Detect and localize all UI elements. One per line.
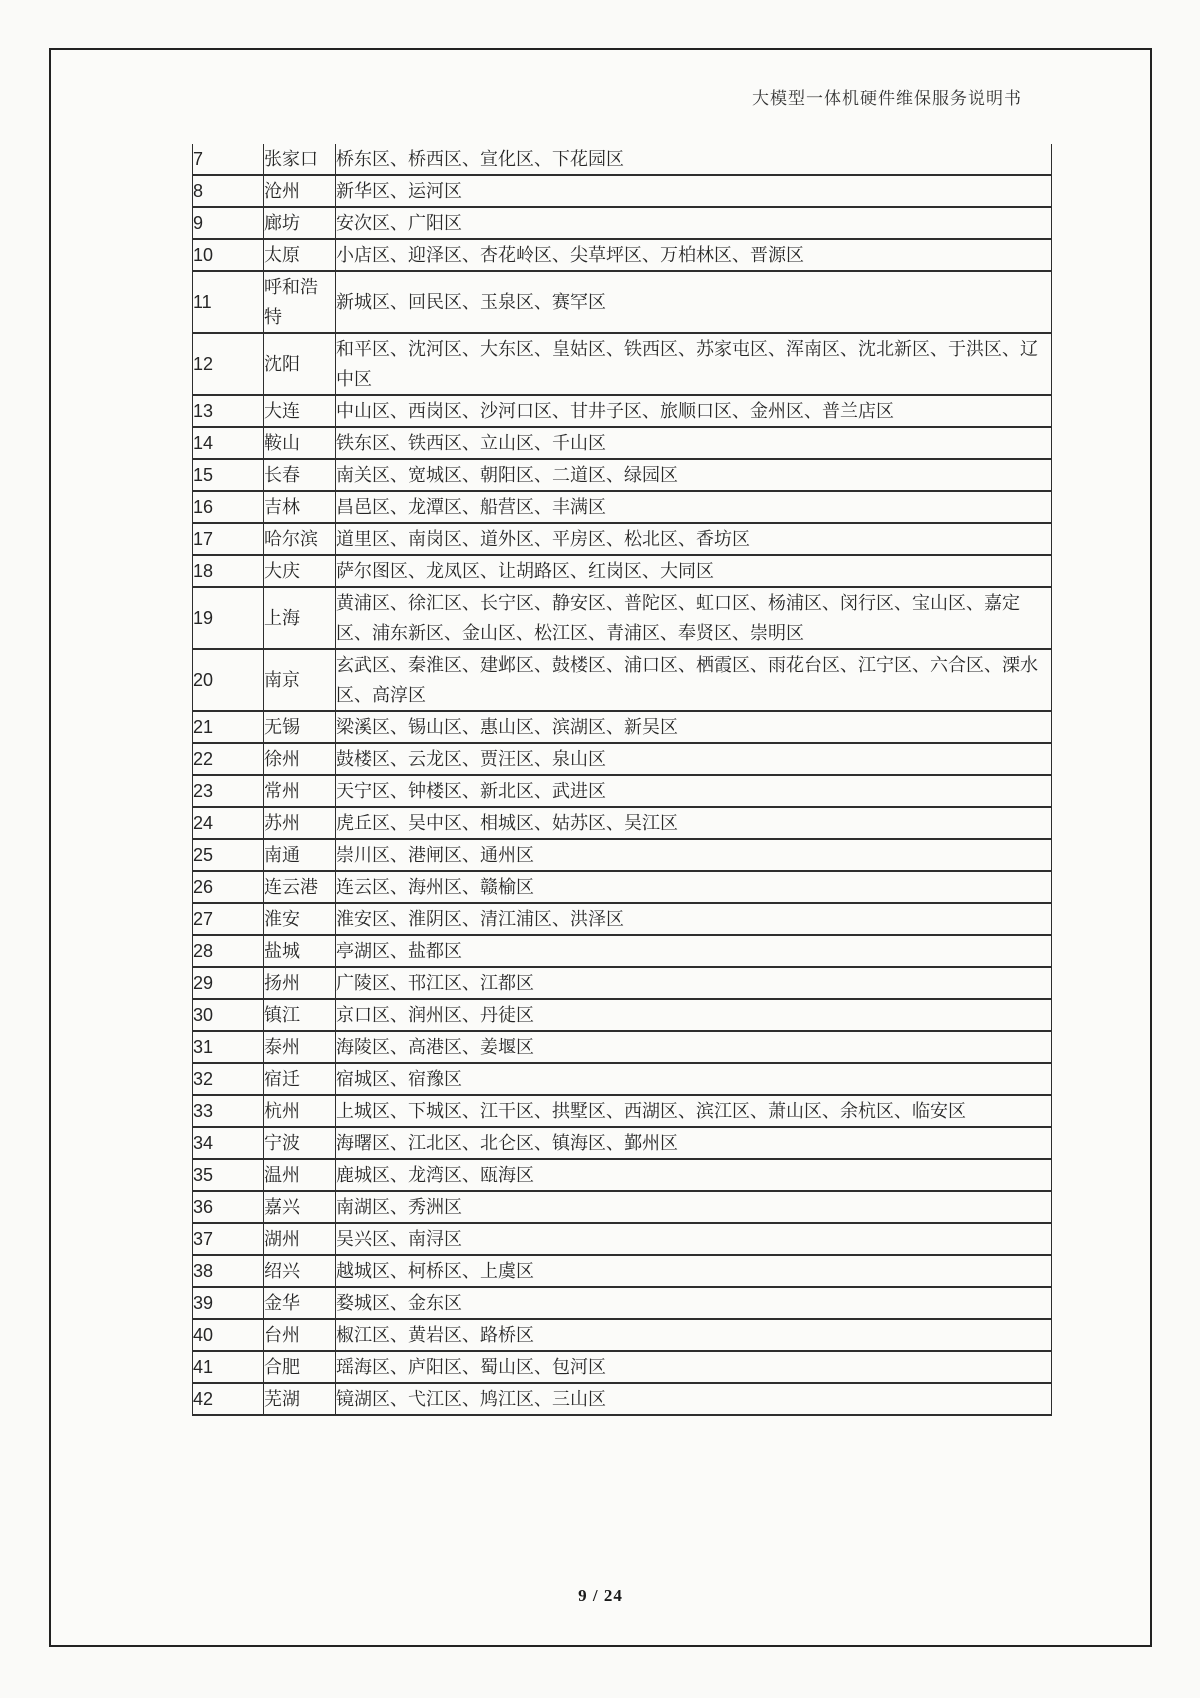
table-row — [193, 1031, 1052, 1063]
districts-cell: 鹿城区、龙湾区、瓯海区 — [336, 1159, 1052, 1191]
districts-cell: 黄浦区、徐汇区、长宁区、静安区、普陀区、虹口区、杨浦区、闵行区、宝山区、嘉定区、浦东新区、金山区、松江区、青浦区、奉贤区、崇明区 — [336, 587, 1052, 649]
city-district-table — [192, 144, 1052, 1416]
row-number-cell: 9 — [193, 207, 264, 239]
districts-cell: 崇川区、港闸区、通州区 — [336, 839, 1052, 871]
city-cell: 哈尔滨 — [264, 523, 336, 555]
districts-cell: 虎丘区、吴中区、相城区、姑苏区、吴江区 — [336, 807, 1052, 839]
row-number-cell: 7 — [193, 144, 264, 175]
districts-cell: 海陵区、高港区、姜堰区 — [336, 1031, 1052, 1063]
row-number-cell: 41 — [193, 1351, 264, 1383]
districts-cell: 上城区、下城区、江干区、拱墅区、西湖区、滨江区、萧山区、余杭区、临安区 — [336, 1095, 1052, 1127]
row-number-cell: 23 — [193, 775, 264, 807]
table-row — [193, 711, 1052, 743]
row-number-cell: 17 — [193, 523, 264, 555]
districts-cell: 中山区、西岗区、沙河口区、甘井子区、旅顺口区、金州区、普兰店区 — [336, 395, 1052, 427]
districts-cell: 桥东区、桥西区、宣化区、下花园区 — [336, 144, 1052, 175]
city-cell: 徐州 — [264, 743, 336, 775]
table-row — [193, 523, 1052, 555]
table-row — [193, 1063, 1052, 1095]
city-cell: 绍兴 — [264, 1255, 336, 1287]
row-number-cell: 20 — [193, 649, 264, 711]
city-cell: 大连 — [264, 395, 336, 427]
row-number-cell: 42 — [193, 1383, 264, 1415]
table-row — [193, 333, 1052, 395]
row-number-cell: 14 — [193, 427, 264, 459]
districts-cell: 天宁区、钟楼区、新北区、武进区 — [336, 775, 1052, 807]
row-number-cell: 15 — [193, 459, 264, 491]
row-number-cell: 29 — [193, 967, 264, 999]
table-row — [193, 1383, 1052, 1415]
table-row — [193, 743, 1052, 775]
city-cell: 苏州 — [264, 807, 336, 839]
table-row — [193, 967, 1052, 999]
districts-cell: 南关区、宽城区、朝阳区、二道区、绿园区 — [336, 459, 1052, 491]
districts-cell: 瑶海区、庐阳区、蜀山区、包河区 — [336, 1351, 1052, 1383]
row-number-cell: 24 — [193, 807, 264, 839]
city-cell: 呼和浩特 — [264, 271, 336, 333]
table-row — [193, 175, 1052, 207]
row-number-cell: 36 — [193, 1191, 264, 1223]
districts-cell: 道里区、南岗区、道外区、平房区、松北区、香坊区 — [336, 523, 1052, 555]
city-cell: 台州 — [264, 1319, 336, 1351]
city-cell: 杭州 — [264, 1095, 336, 1127]
districts-cell: 宿城区、宿豫区 — [336, 1063, 1052, 1095]
table-row — [193, 1095, 1052, 1127]
districts-cell: 玄武区、秦淮区、建邺区、鼓楼区、浦口区、栖霞区、雨花台区、江宁区、六合区、溧水区、高淳区 — [336, 649, 1052, 711]
table-row — [193, 999, 1052, 1031]
districts-cell: 鼓楼区、云龙区、贾汪区、泉山区 — [336, 743, 1052, 775]
row-number-cell: 12 — [193, 333, 264, 395]
city-cell: 温州 — [264, 1159, 336, 1191]
page-number: 9 / 24 — [578, 1586, 623, 1605]
table-row — [193, 903, 1052, 935]
table-row — [193, 649, 1052, 711]
table-row — [193, 1255, 1052, 1287]
table-row — [193, 271, 1052, 333]
districts-cell: 亭湖区、盐都区 — [336, 935, 1052, 967]
districts-cell: 椒江区、黄岩区、路桥区 — [336, 1319, 1052, 1351]
districts-cell: 吴兴区、南浔区 — [336, 1223, 1052, 1255]
row-number-cell: 32 — [193, 1063, 264, 1095]
city-cell: 无锡 — [264, 711, 336, 743]
city-cell: 镇江 — [264, 999, 336, 1031]
city-cell: 盐城 — [264, 935, 336, 967]
table-row — [193, 1351, 1052, 1383]
row-number-cell: 18 — [193, 555, 264, 587]
city-cell: 湖州 — [264, 1223, 336, 1255]
table-row — [193, 395, 1052, 427]
city-cell: 上海 — [264, 587, 336, 649]
document-header-title: 大模型一体机硬件维保服务说明书 — [752, 89, 1022, 108]
city-cell: 大庆 — [264, 555, 336, 587]
table-row — [193, 1191, 1052, 1223]
districts-cell: 萨尔图区、龙凤区、让胡路区、红岗区、大同区 — [336, 555, 1052, 587]
table-row — [193, 1223, 1052, 1255]
row-number-cell: 30 — [193, 999, 264, 1031]
row-number-cell: 16 — [193, 491, 264, 523]
row-number-cell: 34 — [193, 1127, 264, 1159]
row-number-cell: 37 — [193, 1223, 264, 1255]
city-cell: 扬州 — [264, 967, 336, 999]
city-cell: 南京 — [264, 649, 336, 711]
row-number-cell: 27 — [193, 903, 264, 935]
city-cell: 张家口 — [264, 144, 336, 175]
row-number-cell: 28 — [193, 935, 264, 967]
districts-cell: 铁东区、铁西区、立山区、千山区 — [336, 427, 1052, 459]
city-cell: 合肥 — [264, 1351, 336, 1383]
city-cell: 泰州 — [264, 1031, 336, 1063]
row-number-cell: 33 — [193, 1095, 264, 1127]
row-number-cell: 8 — [193, 175, 264, 207]
districts-cell: 镜湖区、弋江区、鸠江区、三山区 — [336, 1383, 1052, 1415]
table-row — [193, 491, 1052, 523]
row-number-cell: 26 — [193, 871, 264, 903]
city-cell: 南通 — [264, 839, 336, 871]
table-row — [193, 427, 1052, 459]
city-cell: 太原 — [264, 239, 336, 271]
row-number-cell: 31 — [193, 1031, 264, 1063]
table-row — [193, 775, 1052, 807]
table-row — [193, 1287, 1052, 1319]
table-row — [193, 144, 1052, 175]
city-cell: 鞍山 — [264, 427, 336, 459]
districts-cell: 安次区、广阳区 — [336, 207, 1052, 239]
districts-cell: 昌邑区、龙潭区、船营区、丰满区 — [336, 491, 1052, 523]
districts-cell: 婺城区、金东区 — [336, 1287, 1052, 1319]
city-cell: 嘉兴 — [264, 1191, 336, 1223]
row-number-cell: 35 — [193, 1159, 264, 1191]
city-cell: 廊坊 — [264, 207, 336, 239]
table-row — [193, 1319, 1052, 1351]
row-number-cell: 19 — [193, 587, 264, 649]
districts-cell: 和平区、沈河区、大东区、皇姑区、铁西区、苏家屯区、浑南区、沈北新区、于洪区、辽中区 — [336, 333, 1052, 395]
city-cell: 连云港 — [264, 871, 336, 903]
districts-cell: 连云区、海州区、赣榆区 — [336, 871, 1052, 903]
table-row — [193, 839, 1052, 871]
districts-cell: 越城区、柯桥区、上虞区 — [336, 1255, 1052, 1287]
table-row — [193, 239, 1052, 271]
districts-cell: 新华区、运河区 — [336, 175, 1052, 207]
table-row — [193, 1127, 1052, 1159]
city-cell: 淮安 — [264, 903, 336, 935]
table-row — [193, 207, 1052, 239]
city-cell: 长春 — [264, 459, 336, 491]
row-number-cell: 25 — [193, 839, 264, 871]
city-cell: 金华 — [264, 1287, 336, 1319]
row-number-cell: 10 — [193, 239, 264, 271]
row-number-cell: 11 — [193, 271, 264, 333]
table-row — [193, 555, 1052, 587]
districts-cell: 小店区、迎泽区、杏花岭区、尖草坪区、万柏林区、晋源区 — [336, 239, 1052, 271]
districts-cell: 南湖区、秀洲区 — [336, 1191, 1052, 1223]
table-row — [193, 587, 1052, 649]
districts-cell: 梁溪区、锡山区、惠山区、滨湖区、新吴区 — [336, 711, 1052, 743]
row-number-cell: 40 — [193, 1319, 264, 1351]
table-row — [193, 807, 1052, 839]
table-row — [193, 935, 1052, 967]
city-cell: 吉林 — [264, 491, 336, 523]
city-cell: 芜湖 — [264, 1383, 336, 1415]
districts-cell: 海曙区、江北区、北仑区、镇海区、鄞州区 — [336, 1127, 1052, 1159]
table-row — [193, 1159, 1052, 1191]
table-row — [193, 459, 1052, 491]
city-cell: 沧州 — [264, 175, 336, 207]
row-number-cell: 13 — [193, 395, 264, 427]
city-cell: 宁波 — [264, 1127, 336, 1159]
districts-cell: 淮安区、淮阴区、清江浦区、洪泽区 — [336, 903, 1052, 935]
districts-cell: 广陵区、邗江区、江都区 — [336, 967, 1052, 999]
districts-cell: 京口区、润州区、丹徒区 — [336, 999, 1052, 1031]
districts-cell: 新城区、回民区、玉泉区、赛罕区 — [336, 271, 1052, 333]
table-row — [193, 871, 1052, 903]
row-number-cell: 22 — [193, 743, 264, 775]
row-number-cell: 38 — [193, 1255, 264, 1287]
city-cell: 沈阳 — [264, 333, 336, 395]
city-cell: 宿迁 — [264, 1063, 336, 1095]
row-number-cell: 39 — [193, 1287, 264, 1319]
table-body — [193, 144, 1052, 1415]
row-number-cell: 21 — [193, 711, 264, 743]
city-cell: 常州 — [264, 775, 336, 807]
